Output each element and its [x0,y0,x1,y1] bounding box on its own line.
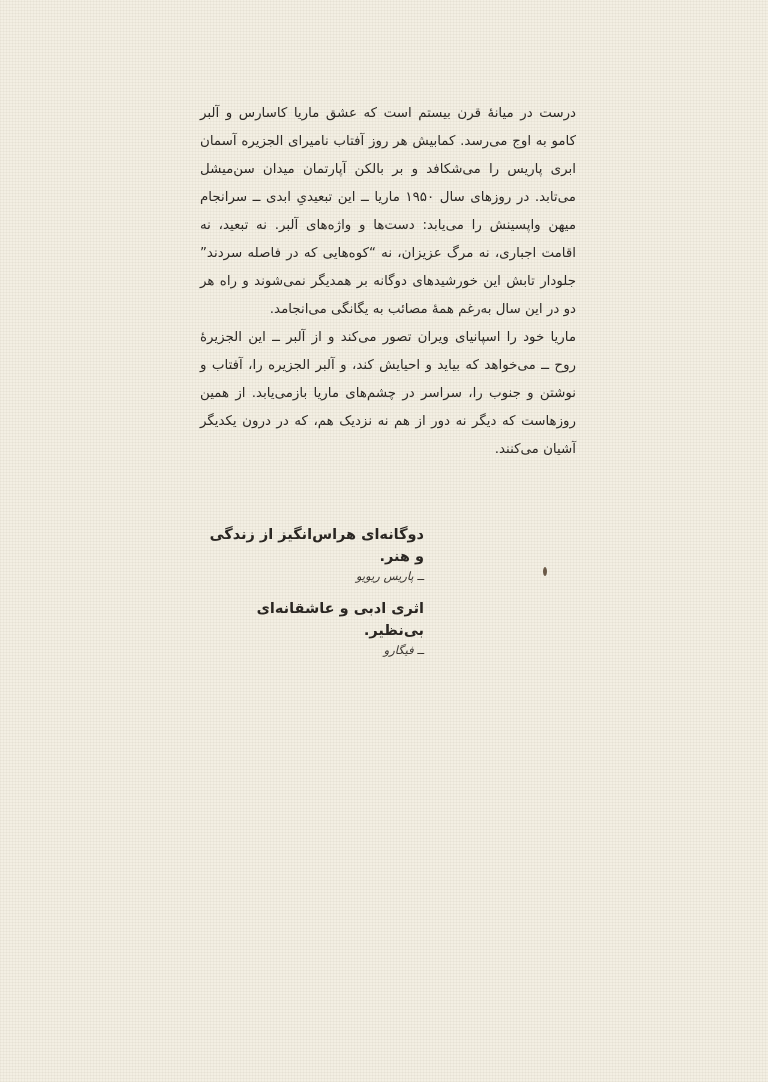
blurb-text [200,100,576,464]
quote-text: اثری ادبی و عاشقانه‌ای بی‌نظیر. [256,601,424,639]
review-quote-2 [200,598,424,658]
blurb-paragraph-1: درست در میانهٔ قرن بیستم است که عشق ماریا کاسارس و آلبر کامو به اوج می‌رسد. کمابیش هر روز آفتاب نامیرای الجزیره آسمان ابری پاریس را می‌شکافد و بر بالکن آپارتمان میدان سن‌میشل می‌تابد. در روزهای سال ۱۹۵۰ ماریا ــ این تبعیدیِ ابدی ــ سرانجام میهن واپسینش را می‌یابد: دست‌ها و واژه‌های آلبر. نه تبعید، نه اقامت اجباری، نه مرگ عزیزان، نه “کوه‌هایی که در فاصله سردند” جلودار تابش این خورشیدهای دوگانه بر همدیگر نمی‌شوند و راه هر دو در این سال به‌رغم همهٔ مصائب به یگانگی می‌انجامد. [200,106,576,317]
blurb-paragraph-2: ماریا خود را اسپانیای ویران تصور می‌کند و از آلبر ــ این الجزیرهٔ روح ــ می‌خواهد که بیاید و احیایش کند، و آلبر الجزیره را، آفتاب و نوشتن و جنوب را، سراسر در چشم‌های ماریا بازمی‌یابد. از همین روزهاست که دیگر نه دور از هم نه نزدیک هم، که در درون یکدیگر آشیان می‌کنند. [200,330,576,457]
ink-mark [543,567,547,576]
quote-text: دوگانه‌ای هراس‌انگیز از زندگی و هنر. [209,527,424,565]
quote-source: ــ فیگارو [383,643,424,657]
review-quote-1 [200,524,424,584]
review-quotes [200,524,424,672]
quote-source: ــ پاریس ریویو [355,569,424,583]
